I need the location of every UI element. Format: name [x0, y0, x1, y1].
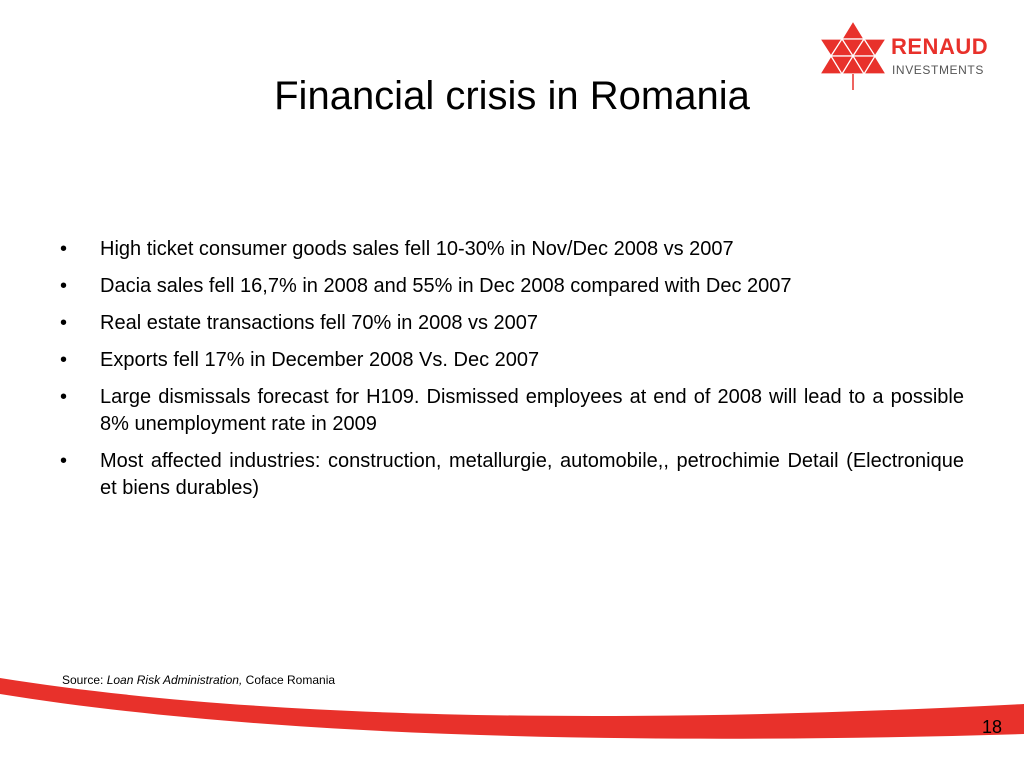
slide-title: Financial crisis in Romania — [274, 74, 750, 118]
bullet-point: • — [60, 238, 68, 260]
footer-swoosh — [0, 660, 1024, 768]
page-number: 18 — [981, 717, 1002, 737]
bullet-point: • — [60, 312, 68, 334]
bullet-item — [60, 236, 964, 263]
source-prefix: Source: — [62, 673, 107, 687]
bullet-item — [60, 347, 964, 374]
bullet-point: • — [60, 450, 68, 472]
logo-subtitle: INVESTMENTS — [892, 63, 984, 77]
bullet-text: High ticket consumer goods sales fell 10-30% in Nov/Dec 2008 vs 2007 — [100, 238, 734, 260]
bullet-text: Real estate transactions fell 70% in 2008 vs 2007 — [100, 312, 539, 334]
bullet-text: Most affected industries: construction, metallurgie, automobile,, petrochimie Detail (Electronique et biens durables) — [100, 450, 964, 499]
bullet-point: • — [60, 275, 68, 297]
bullet-item — [60, 273, 964, 300]
bullet-text: Dacia sales fell 16,7% in 2008 and 55% in Dec 2008 compared with Dec 2007 — [100, 275, 792, 297]
bullet-item — [60, 310, 964, 337]
bullet-item — [60, 448, 964, 502]
bullet-text: Exports fell 17% in December 2008 Vs. Dec 2007 — [100, 349, 540, 371]
bullet-point: • — [60, 349, 68, 371]
source-title: Loan Risk Administration, — [106, 673, 243, 687]
source-publisher: Coface Romania — [242, 673, 336, 687]
bullet-item — [60, 384, 964, 438]
bullet-point: • — [60, 386, 68, 408]
bullet-list — [60, 236, 964, 512]
bullet-text: Large dismissals forecast for H109. Dismissed employees at end of 2008 will lead to a possible 8% unemployment rate in 2009 — [100, 386, 964, 435]
logo-name: RENAUD — [891, 34, 989, 59]
